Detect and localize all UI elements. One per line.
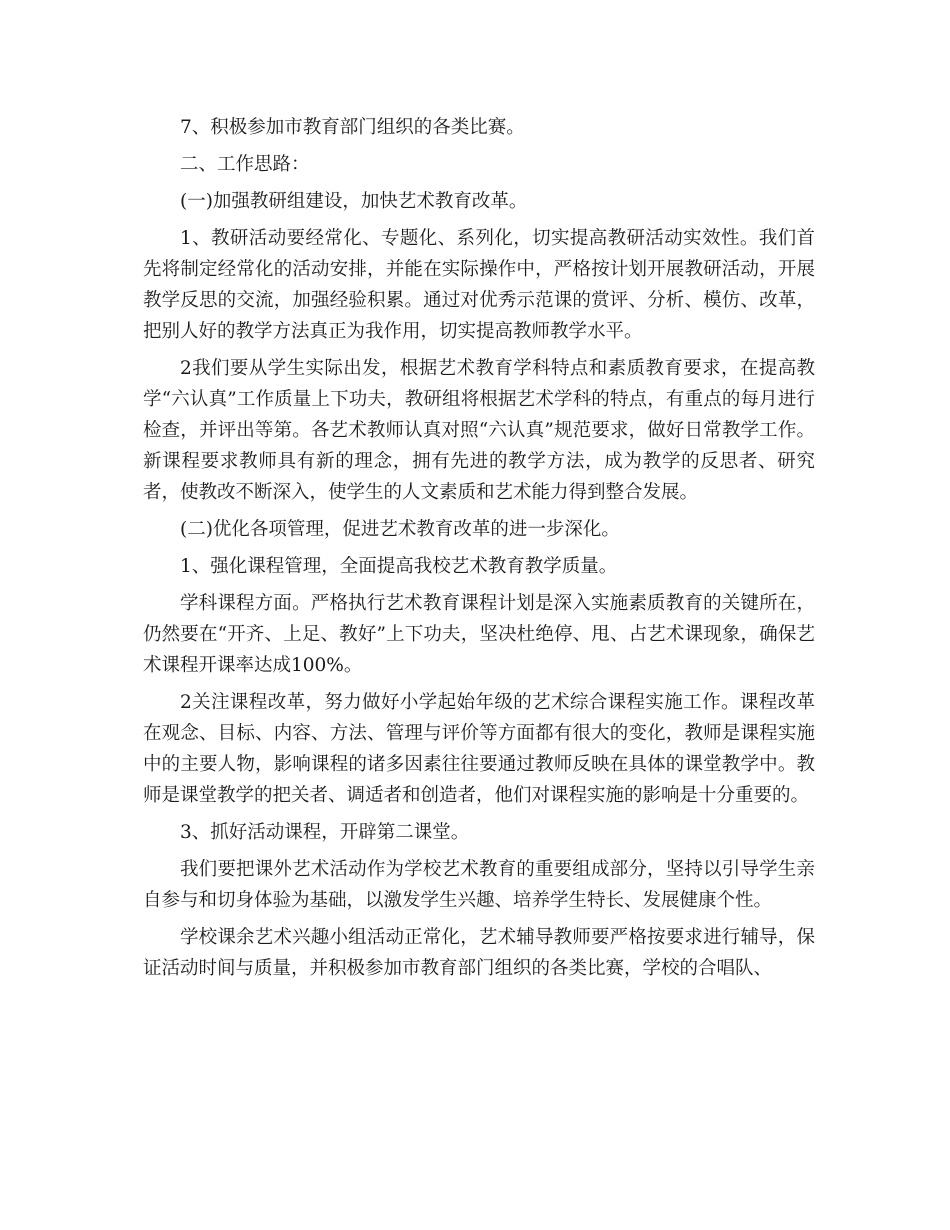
paragraph-subject-courses: 学科课程方面。严格执行艺术教育课程计划是深入实施素质教育的关键所在，仍然要在“开齐、上足、教好”上下功夫，坚决杜绝停、甩、占艺术课现象，确保艺术课程开课率达成100%。: [143, 593, 815, 676]
subheading-course-management: 1、强化课程管理，全面提高我校艺术教育教学质量。: [180, 556, 618, 577]
paragraph-competition: 7、积极参加市教育部门组织的各类比赛。: [180, 117, 525, 138]
heading-work-ideas: 二、工作思路：: [180, 154, 310, 175]
paragraph-teaching-research: 1、教研活动要经常化、专题化、系列化，切实提高教研活动实效性。我们首先将制定经常化的活动安排，并能在实际操作中，严格按计划开展教研活动，开展教学反思的交流，加强经验积累。通过对优秀示范课的赏评、分析、模仿、改革，把别人好的教学方法真正为我作用，切实提高教师教学水平。: [143, 228, 815, 342]
document-body: [143, 112, 815, 990]
paragraph-six-earnest: 2我们要从学生实际出发，根据艺术教育学科特点和素质教育要求，在提高教学“六认真”工作质量上下功夫，教研组将根据艺术学科的特点，有重点的每月进行检查，并评出等第。各艺术教师认真对照“六认真”规范要求，做好日常教学工作。新课程要求教师具有新的理念，拥有先进的教学方法，成为教学的反思者、研究者，使教改不断深入，使学生的人文素质和艺术能力得到整合发展。: [143, 358, 815, 503]
paragraph-course-reform: 2关注课程改革，努力做好小学起始年级的艺术综合课程实施工作。课程改革在观念、目标、内容、方法、管理与评价等方面都有很大的变化，教师是课程实施中的主要人物，影响课程的诸多因素往往要通过教师反映在具体的课堂教学中。教师是课堂教学的把关者、调适者和创造者，他们对课程实施的影响是十分重要的。: [143, 692, 815, 806]
paragraph-extracurricular: 我们要把课外艺术活动作为学校艺术教育的重要组成部分，坚持以引导学生亲自参与和切身体验为基础，以激发学生兴趣、培养学生特长、发展健康个性。: [143, 859, 815, 911]
paragraph-interest-groups: 学校课余艺术兴趣小组活动正常化，艺术辅导教师要严格按要求进行辅导，保证活动时间与质量，并积极参加市教育部门组织的各类比赛，学校的合唱队、: [143, 927, 815, 979]
subheading-activity-courses: 3、抓好活动课程，开辟第二课堂。: [180, 822, 470, 843]
heading-section-2: (二)优化各项管理，促进艺术教育改革的进一步深化。: [180, 519, 620, 540]
heading-section-1: (一)加强教研组建设，加快艺术教育改革。: [180, 191, 528, 212]
